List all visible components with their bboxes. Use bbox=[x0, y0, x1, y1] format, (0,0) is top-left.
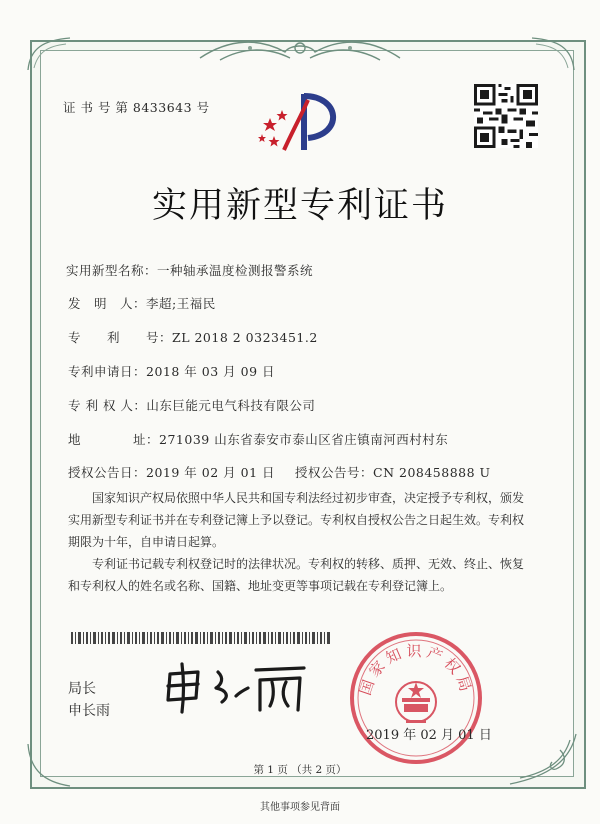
director-signature bbox=[160, 660, 310, 715]
certificate-title: 实用新型专利证书 bbox=[151, 186, 448, 226]
director-title: 局长 bbox=[68, 681, 96, 697]
utility-name-value: 一种轴承温度检测报警系统 bbox=[157, 263, 314, 278]
patent-number-value: ZL 2018 2 0323451.2 bbox=[172, 330, 318, 345]
corner-ornament-top-right bbox=[528, 34, 578, 74]
corner-ornament-bottom-right bbox=[500, 730, 580, 790]
qr-code bbox=[474, 84, 538, 148]
corner-ornament-top-left bbox=[24, 34, 74, 74]
address-row bbox=[68, 430, 448, 448]
grant-number-label: 授权公告号： bbox=[295, 465, 374, 480]
cnipa-logo bbox=[254, 88, 354, 160]
inventor-label: 发 明 人： bbox=[68, 296, 147, 311]
page-indicator: 第 1 页 （共 2 页） bbox=[253, 764, 347, 776]
patentee-row bbox=[68, 396, 315, 414]
inventor-value: 李超;王福民 bbox=[146, 296, 216, 311]
patent-number-row bbox=[68, 328, 318, 346]
grant-number-value: CN 208458888 U bbox=[373, 465, 491, 480]
certificate-number-suffix: 号 bbox=[196, 100, 210, 115]
grant-date-row bbox=[68, 463, 275, 481]
filing-date-row bbox=[68, 362, 275, 380]
patentee-value: 山东巨能元电气科技有限公司 bbox=[146, 398, 316, 413]
inventor-row bbox=[68, 294, 216, 312]
grant-date-label: 授权公告日： bbox=[68, 465, 147, 480]
filing-date-label: 专利申请日： bbox=[68, 364, 147, 379]
grant-date-value: 2019 年 02 月 01 日 bbox=[146, 465, 276, 480]
patentee-label: 专 利 权 人： bbox=[68, 398, 147, 413]
official-seal bbox=[346, 628, 486, 768]
legal-status-paragraph: 专利证书记载专利权登记时的法律状况。专利权的转移、质押、无效、终止、恢复和专利权人的姓名或名称、国籍、地址变更等事项记载在专利登记簿上。 bbox=[68, 557, 525, 593]
utility-name-label: 实用新型名称： bbox=[66, 263, 158, 278]
seal-text: 国家知识产权局 bbox=[356, 642, 476, 698]
certificate-number-value: 8433643 bbox=[132, 100, 193, 115]
certificate-number-label: 证 书 号 第 bbox=[63, 100, 129, 115]
director-name: 申长雨 bbox=[68, 703, 110, 719]
grant-paragraph: 国家知识产权局依照中华人民共和国专利法经过初步审查，决定授予专利权，颁发实用新型专利证书并在专利登记簿上予以登记。专利权自授权公告之日起生效。专利权期限为十年，自申请日起算。 bbox=[68, 491, 525, 549]
filing-date-value: 2018 年 03 月 09 日 bbox=[146, 364, 276, 379]
top-ornament bbox=[190, 34, 410, 66]
patent-number-label: 专 利 号： bbox=[68, 330, 173, 345]
grant-number-row bbox=[295, 463, 491, 481]
address-value: 271039 山东省泰安市泰山区省庄镇南河西村村东 bbox=[159, 432, 449, 447]
seal-date: 2019 年 02 月 01 日 bbox=[366, 728, 492, 743]
address-label: 地 址： bbox=[68, 432, 160, 447]
barcode bbox=[71, 632, 331, 644]
footer-note: 其他事项参见背面 bbox=[260, 802, 340, 813]
certificate-number bbox=[63, 98, 210, 116]
utility-name-row bbox=[66, 261, 313, 279]
